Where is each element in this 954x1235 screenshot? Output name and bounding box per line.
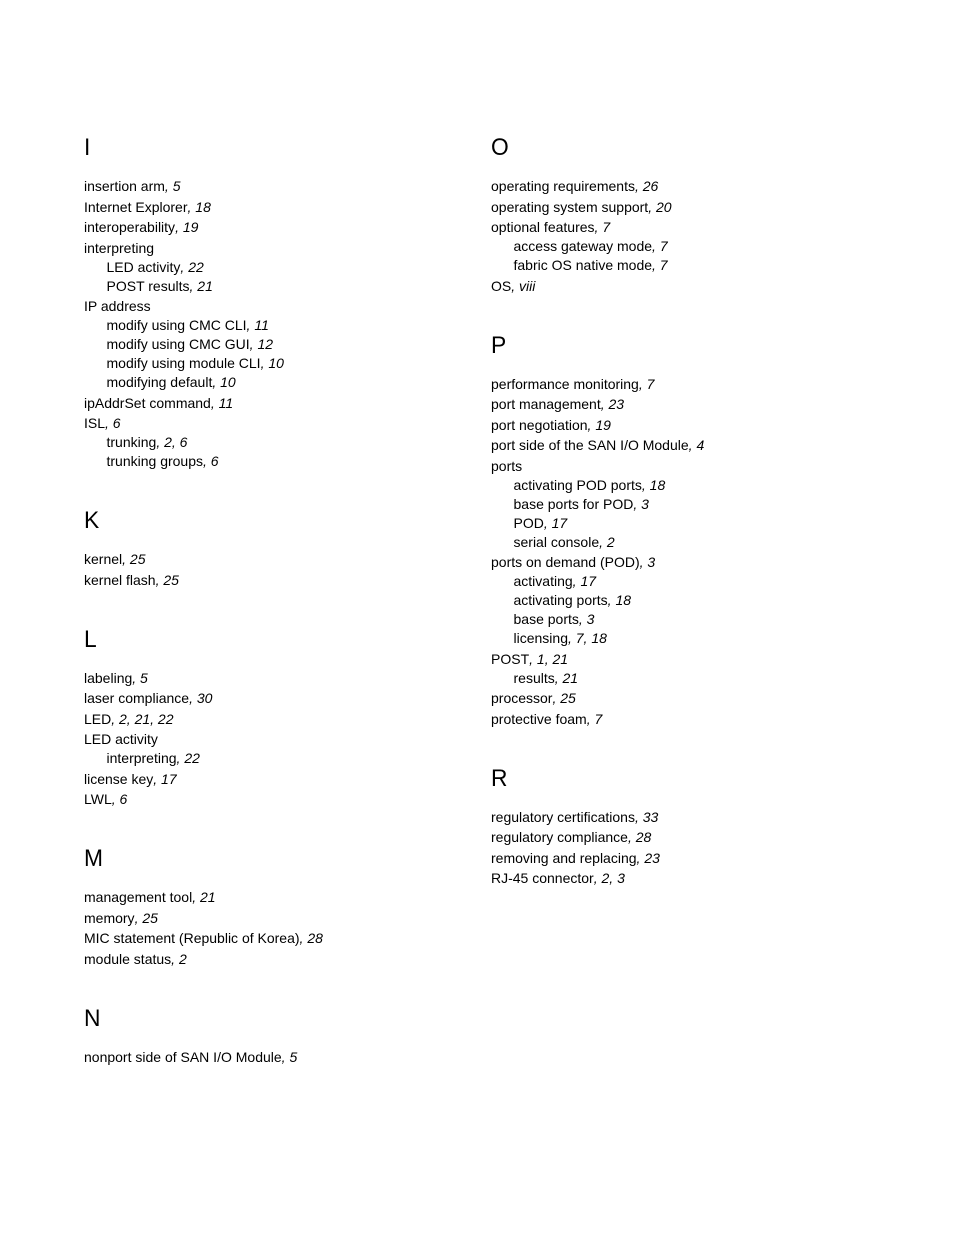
index-pages: 7: [602, 219, 611, 235]
index-separator: ,: [176, 750, 185, 766]
index-entry: [491, 869, 891, 888]
index-pages: 3: [647, 554, 656, 570]
index-entry: [84, 571, 484, 590]
section-letter: P: [491, 331, 507, 359]
index-separator: ,: [627, 829, 636, 845]
index-term: operating requirements: [491, 178, 635, 194]
index-term: interpreting: [84, 239, 155, 256]
index-pages: 33: [642, 808, 659, 825]
index-pages: 12: [257, 336, 274, 352]
index-entry: [84, 888, 484, 907]
index-entry: [84, 790, 484, 809]
index-pages: 21: [197, 277, 213, 294]
index-pages: 3: [586, 611, 595, 627]
index-term: base ports: [513, 611, 579, 627]
index-pages: 23: [644, 849, 660, 866]
index-term: module status: [84, 950, 172, 967]
index-term: memory: [84, 909, 135, 926]
index-pages: 18: [195, 198, 211, 215]
index-entry: [491, 689, 891, 708]
index-separator: ,: [688, 437, 697, 453]
index-separator: ,: [634, 808, 643, 825]
index-pages: 19: [595, 416, 611, 433]
index-pages: 7: [659, 238, 668, 254]
index-term: port management: [491, 396, 601, 412]
index-subentry: [84, 354, 484, 373]
index-separator: ,: [171, 950, 179, 967]
index-term: LED: [84, 710, 112, 727]
index-term: management tool: [84, 889, 193, 905]
index-separator: ,: [639, 554, 648, 570]
index-subentry: [84, 335, 484, 354]
index-subentry: [491, 572, 891, 591]
index-entry: [491, 849, 891, 868]
index-separator: ,: [578, 611, 587, 627]
index-subentry: [491, 629, 891, 648]
index-separator: ,: [648, 198, 656, 215]
index-term: port negotiation: [491, 416, 588, 433]
index-pages: 6: [119, 791, 128, 807]
index-subentry: [491, 256, 891, 275]
index-pages: 18: [649, 476, 666, 493]
index-pages: 5: [289, 1048, 298, 1065]
index-term: performance monitoring: [491, 375, 639, 392]
index-pages: viii: [519, 277, 536, 294]
index-section-i: [84, 133, 484, 471]
index-pages: 18: [615, 592, 632, 608]
index-term: modify using module CLI: [106, 355, 261, 371]
index-entry: [491, 395, 891, 414]
index-separator: ,: [249, 336, 258, 352]
index-separator: ,: [105, 415, 113, 431]
index-column-left: [84, 133, 484, 1102]
index-entry: [84, 177, 484, 196]
index-separator: ,: [203, 453, 211, 469]
index-term: interpreting: [106, 750, 177, 766]
index-separator: ,: [212, 374, 221, 390]
index-pages: 2, 6: [164, 434, 188, 450]
index-entry: [491, 198, 891, 217]
index-separator: ,: [164, 178, 173, 194]
index-entry: [84, 198, 484, 217]
index-pages: 22: [184, 750, 200, 766]
section-letter: O: [491, 134, 509, 161]
index-term: optional features: [491, 219, 595, 235]
index-pages: 7: [659, 257, 668, 273]
index-separator: ,: [155, 571, 164, 588]
index-term: regulatory certifications: [491, 808, 635, 825]
index-entry: [84, 239, 484, 258]
index-term: fabric OS native mode: [513, 257, 653, 273]
index-separator: ,: [111, 791, 120, 807]
index-term: base ports for POD: [513, 495, 634, 512]
index-separator: ,: [652, 238, 660, 254]
index-separator: ,: [122, 551, 130, 567]
index-separator: ,: [210, 394, 219, 411]
index-term: activating ports: [513, 592, 608, 608]
index-pages: 26: [642, 178, 659, 194]
index-term: activating: [513, 573, 573, 589]
index-entry: [84, 550, 484, 569]
index-separator: ,: [529, 650, 537, 667]
index-subentry: [84, 258, 484, 277]
index-pages: 11: [218, 394, 234, 411]
index-term: ipAddrSet command: [84, 394, 211, 411]
index-term: ports: [491, 457, 523, 474]
index-pages: 2, 21, 22: [119, 710, 174, 727]
index-term: kernel flash: [84, 571, 156, 588]
index-section-l: [84, 625, 484, 810]
index-entry: [491, 436, 891, 455]
index-term: port side of the SAN I/O Module: [491, 437, 689, 453]
index-pages: 17: [580, 573, 597, 589]
index-subentry: [491, 669, 891, 688]
index-pages: 20: [655, 198, 672, 215]
index-entry: [491, 277, 891, 296]
index-subentry: [84, 316, 484, 335]
index-separator: ,: [156, 434, 165, 450]
index-term: insertion arm: [84, 178, 165, 194]
index-term: operating system support: [491, 198, 649, 215]
index-term: POD: [513, 514, 544, 531]
index-separator: ,: [132, 669, 141, 686]
index-pages: 3: [641, 495, 649, 512]
index-entry: [84, 218, 484, 237]
index-pages: 2, 3: [601, 870, 625, 886]
index-entry: [491, 416, 891, 435]
index-separator: ,: [586, 710, 595, 727]
index-term: LED activity: [84, 731, 158, 747]
index-term: license key: [84, 770, 154, 787]
index-pages: 6: [112, 415, 121, 431]
index-term: trunking groups: [106, 453, 204, 469]
index-entry: [491, 375, 891, 394]
index-pages: 11: [254, 317, 269, 333]
index-term: modify using CMC CLI: [106, 317, 247, 333]
index-term: licensing: [513, 630, 568, 646]
index-pages: 10: [268, 355, 284, 371]
index-separator: ,: [572, 573, 581, 589]
index-pages: 5: [172, 178, 181, 194]
index-subentry: [491, 591, 891, 610]
index-separator: ,: [652, 257, 660, 273]
index-pages: 2: [606, 533, 615, 550]
index-separator: ,: [299, 930, 308, 946]
index-entry: [84, 669, 484, 688]
index-term: activating POD ports: [513, 476, 642, 493]
index-term: nonport side of SAN I/O Module: [84, 1048, 282, 1065]
index-term: protective foam: [491, 710, 587, 727]
index-separator: ,: [593, 870, 602, 886]
index-pages: 5: [140, 669, 148, 686]
index-entry: [84, 730, 484, 749]
index-separator: ,: [192, 889, 200, 905]
index-subentry: [491, 476, 891, 495]
index-pages: 10: [220, 374, 236, 390]
index-separator: ,: [187, 198, 196, 215]
index-pages: 1, 21: [536, 650, 569, 667]
index-separator: ,: [180, 258, 189, 275]
index-separator: ,: [175, 219, 183, 235]
index-term: ISL: [84, 415, 106, 431]
section-letter: K: [84, 507, 100, 534]
index-pages: 30: [196, 690, 213, 706]
index-term: RJ-45 connector: [491, 870, 594, 886]
index-entry: [491, 177, 891, 196]
index-section-p: [491, 331, 891, 729]
index-pages: 17: [161, 770, 177, 787]
index-term: laser compliance: [84, 690, 190, 706]
index-entry: [84, 297, 484, 316]
index-term: IP address: [84, 298, 151, 314]
index-subentry: [84, 749, 484, 768]
index-pages: 19: [182, 219, 199, 235]
index-separator: ,: [246, 317, 255, 333]
index-subentry: [491, 237, 891, 256]
index-separator: ,: [189, 690, 197, 706]
index-separator: ,: [153, 770, 162, 787]
index-entry: [84, 394, 484, 413]
index-section-o: [491, 133, 891, 296]
index-subentry: [491, 514, 891, 533]
index-pages: 25: [142, 909, 158, 926]
index-term: POST results: [106, 277, 190, 294]
index-term: MIC statement (Republic of Korea): [84, 930, 300, 946]
index-section-r: [491, 764, 891, 889]
index-term: trunking: [106, 434, 157, 450]
index-separator: ,: [599, 533, 607, 550]
index-pages: 7: [646, 375, 655, 392]
index-separator: ,: [543, 514, 552, 531]
index-separator: ,: [633, 495, 642, 512]
index-separator: ,: [638, 375, 647, 392]
index-separator: ,: [189, 277, 198, 294]
index-separator: ,: [281, 1048, 290, 1065]
index-pages: 23: [608, 396, 625, 412]
index-pages: 21: [199, 889, 216, 905]
index-separator: ,: [554, 669, 563, 686]
section-letter: M: [84, 845, 103, 872]
index-pages: 25: [129, 551, 146, 567]
index-pages: 7: [594, 710, 603, 727]
index-subentry: [84, 373, 484, 392]
index-pages: 25: [560, 690, 576, 706]
index-term: removing and replacing: [491, 849, 637, 866]
index-separator: ,: [641, 476, 650, 493]
index-separator: ,: [511, 277, 520, 294]
index-term: kernel: [84, 551, 123, 567]
index-section-k: [84, 506, 484, 590]
index-entry: [84, 689, 484, 708]
index-subentry: [84, 277, 484, 296]
index-term: POST: [491, 650, 530, 667]
index-term: regulatory compliance: [491, 829, 628, 845]
index-term: ports on demand (POD): [491, 554, 640, 570]
index-pages: 2: [178, 950, 187, 967]
index-separator: ,: [600, 396, 609, 412]
index-section-n: [84, 1004, 484, 1067]
index-separator: ,: [552, 690, 561, 706]
index-pages: 25: [163, 571, 179, 588]
index-entry: [491, 828, 891, 847]
index-separator: ,: [111, 710, 120, 727]
index-entry: [84, 770, 484, 789]
index-term: processor: [491, 690, 553, 706]
index-entry: [84, 909, 484, 928]
index-term: serial console: [513, 533, 600, 550]
index-subentry: [84, 433, 484, 452]
index-separator: ,: [634, 178, 643, 194]
index-term: LED activity: [106, 258, 181, 275]
index-entry: [84, 414, 484, 433]
index-separator: ,: [594, 219, 603, 235]
index-subentry: [491, 610, 891, 629]
index-pages: 28: [307, 930, 323, 946]
index-pages: 7, 18: [575, 630, 607, 646]
section-letter: L: [84, 625, 97, 653]
index-pages: 28: [635, 829, 652, 845]
index-pages: 22: [188, 258, 204, 275]
index-subentry: [491, 533, 891, 552]
index-term: LWL: [84, 791, 112, 807]
index-entry: [84, 710, 484, 729]
index-entry: [84, 950, 484, 969]
index-term: OS: [491, 277, 512, 294]
section-letter: R: [491, 764, 508, 792]
index-pages: 21: [562, 669, 579, 686]
index-term: modify using CMC GUI: [106, 336, 250, 352]
index-section-m: [84, 844, 484, 969]
index-entry: [491, 457, 891, 476]
index-term: access gateway mode: [513, 238, 653, 254]
index-term: Internet Explorer: [84, 198, 188, 215]
index-entry: [84, 929, 484, 948]
index-separator: ,: [636, 849, 645, 866]
index-entry: [491, 710, 891, 729]
index-column-right: [491, 133, 891, 923]
index-term: labeling: [84, 669, 133, 686]
index-pages: 4: [696, 437, 705, 453]
index-pages: 6: [210, 453, 219, 469]
index-term: modifying default: [106, 374, 213, 390]
index-entry: [491, 650, 891, 669]
index-separator: ,: [567, 630, 576, 646]
index-pages: 17: [551, 514, 568, 531]
section-letter: N: [84, 1004, 101, 1032]
index-subentry: [84, 452, 484, 471]
index-entry: [491, 218, 891, 237]
index-separator: ,: [134, 909, 143, 926]
index-term: interoperability: [84, 219, 176, 235]
index-separator: ,: [607, 592, 616, 608]
index-entry: [84, 1048, 484, 1067]
index-separator: ,: [587, 416, 596, 433]
index-term: results: [513, 669, 555, 686]
index-entry: [491, 808, 891, 827]
section-letter: I: [84, 134, 91, 161]
index-separator: ,: [260, 355, 269, 371]
index-entry: [491, 553, 891, 572]
index-subentry: [491, 495, 891, 514]
